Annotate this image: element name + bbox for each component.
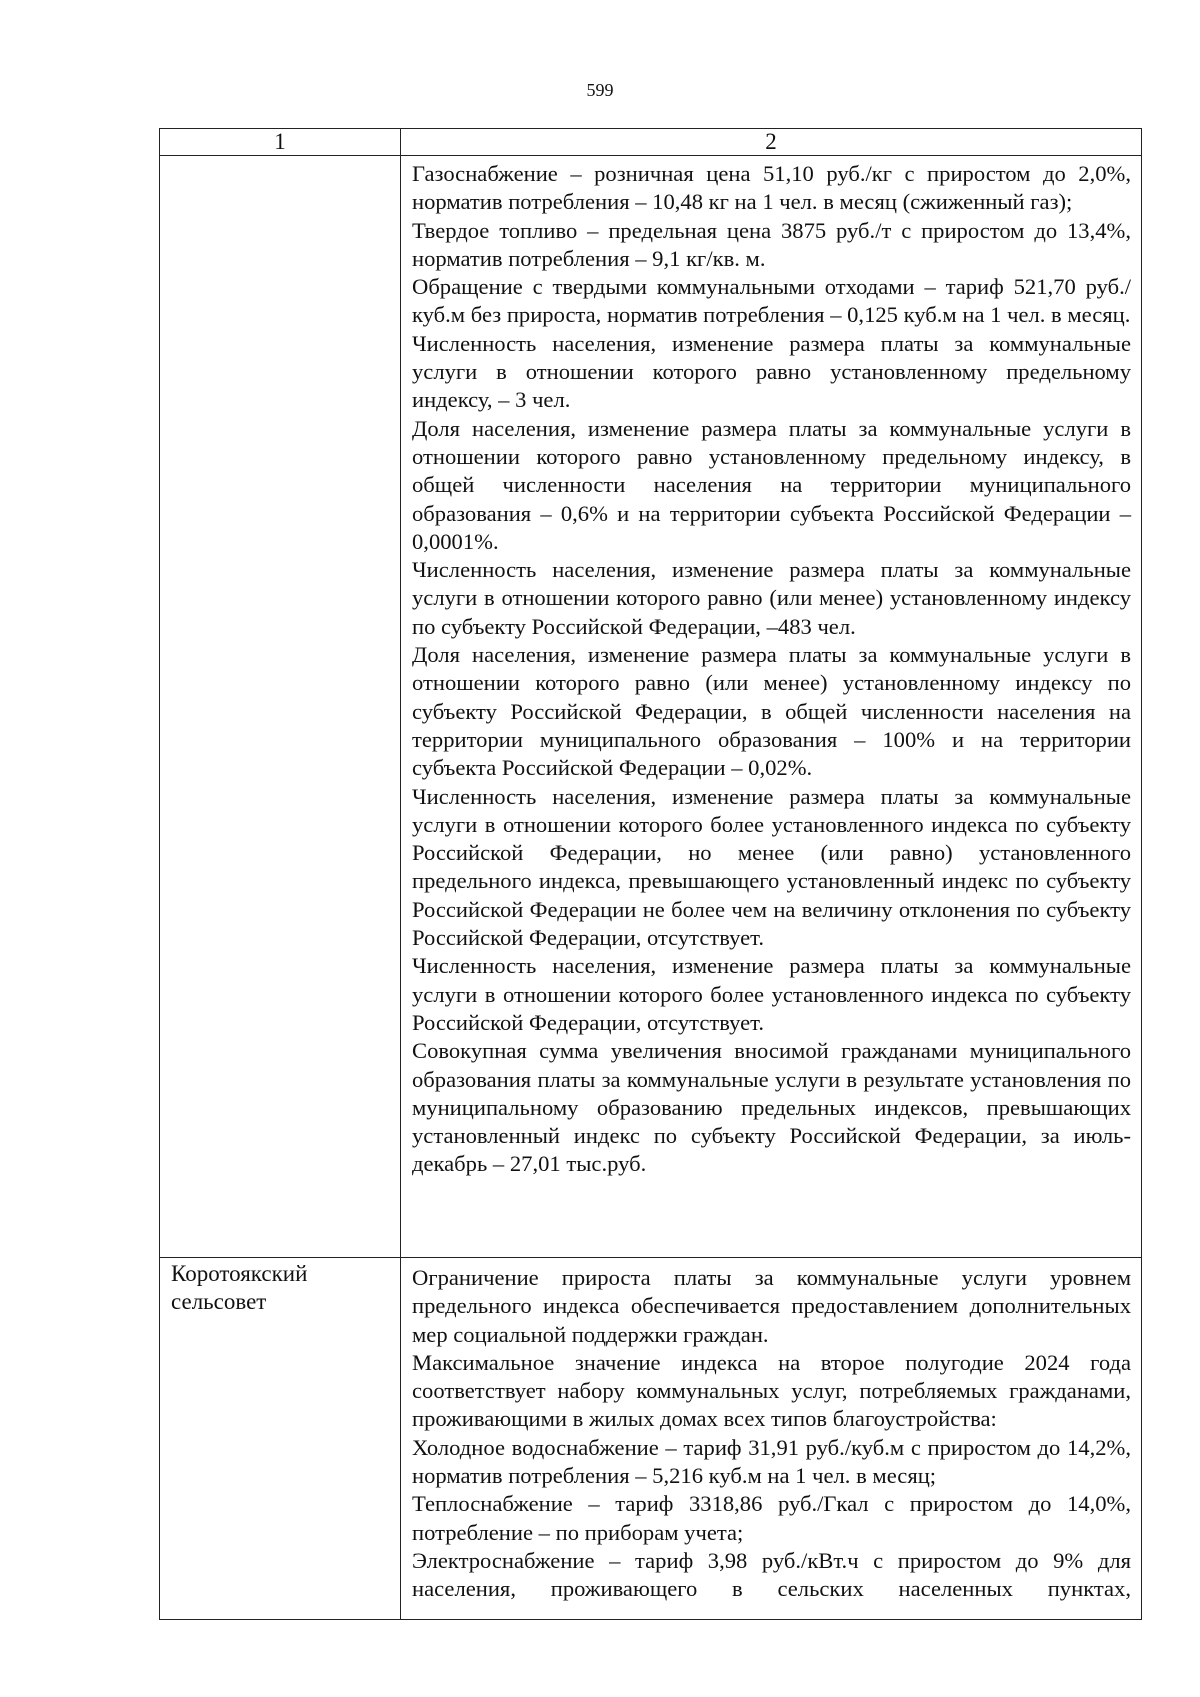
population-above-index-paragraph: Численность населения, изменение размера платы за коммунальные услуги в отношении которого более установленного индекса по субъекту Российской Федерации, отсутствует. bbox=[412, 953, 1131, 1035]
indicators-cell bbox=[401, 156, 1142, 1258]
population-above-index-within-deviation-paragraph: Численность населения, изменение размера платы за коммунальные услуги в отношении которого более установленного индекса по субъекту Российской Федерации, но менее (или равно) установленного предельного индекса, превышающего установленный индекс по субъекту Российской Федерации не более чем на величину отклонения по субъекту Российской Федерации, отсутствует. bbox=[412, 783, 1131, 951]
share-within-index-paragraph: Доля населения, изменение размера платы за коммунальные услуги в отношении которого равно (или менее) установленному индексу по субъекту Российской Федерации, в общей численности населения на территории муниципального образования – 100% и на территории субъекта Российской Федерации – 0,02%. bbox=[412, 642, 1131, 781]
municipality-cell: Коротоякский сельсовет bbox=[160, 1258, 401, 1620]
share-equal-limit-paragraph: Доля населения, изменение размера платы за коммунальные услуги в отношении которого равно установленному предельному индексу, в общей численности населения на территории муниципального образования – 0,6% и на территории субъекта Российской Федерации – 0,0001%. bbox=[412, 415, 1131, 554]
population-equal-limit-paragraph: Численность населения, изменение размера платы за коммунальные услуги в отношении которого равно установленному предельному индексу, – 3 чел. bbox=[412, 330, 1131, 413]
total-increase-amount-paragraph: Совокупная сумма увеличения вносимой гражданами муниципального образования платы за коммунальные услуги в результате установления по муниципальному образованию предельных индексов, превышающих установленный индекс по субъекту Российской Федерации, за июль-декабрь – 27,01 тыс.руб. bbox=[412, 1038, 1131, 1177]
max-index-paragraph: Максимальное значение индекса на второе полугодие 2024 года соответствует набору коммунальных услуг, потребляемых гражданами, проживающими в жилых домах всех типов благоустройства: bbox=[412, 1349, 1131, 1432]
gas-supply-paragraph: Газоснабжение – розничная цена 51,10 руб./кг с приростом до 2,0%, норматив потребления – 10,48 кг на 1 чел. в месяц (сжиженный газ); bbox=[412, 161, 1131, 215]
population-within-index-paragraph: Численность населения, изменение размера платы за коммунальные услуги в отношении которого равно (или менее) установленному индексу по субъекту Российской Федерации, –483 чел. bbox=[412, 557, 1131, 639]
tariff-table bbox=[159, 128, 1142, 1620]
table-row bbox=[160, 1258, 1142, 1620]
table-row bbox=[160, 156, 1142, 1258]
table-header-row bbox=[160, 129, 1142, 156]
municipality-cell bbox=[160, 156, 401, 1258]
indicators-cell bbox=[401, 1258, 1142, 1620]
column-header-2: 2 bbox=[401, 129, 1142, 156]
column-header-1: 1 bbox=[160, 129, 401, 156]
page-number: 599 bbox=[586, 80, 614, 100]
waste-management-paragraph: Обращение с твердыми коммунальными отходами – тариф 521,70 руб./куб.м без прироста, норматив потребления – 0,125 куб.м на 1 чел. в месяц. bbox=[412, 274, 1131, 328]
solid-fuel-paragraph: Твердое топливо – предельная цена 3875 руб./т с приростом до 13,4%, норматив потребления – 9,1 кг/кв. м. bbox=[412, 217, 1131, 271]
electricity-paragraph: Электроснабжение – тариф 3,98 руб./кВт.ч с приростом до 9% для населения, проживающего в сельских населенных пунктах, bbox=[412, 1547, 1131, 1602]
cold-water-paragraph: Холодное водоснабжение – тариф 31,91 руб./куб.м с приростом до 14,2%, норматив потребления – 5,216 куб.м на 1 чел. в месяц; bbox=[412, 1434, 1131, 1489]
heat-supply-paragraph: Теплоснабжение – тариф 3318,86 руб./Гкал с приростом до 14,0%, потребление – по приборам учета; bbox=[412, 1491, 1131, 1545]
growth-limit-paragraph: Ограничение прироста платы за коммунальные услуги уровнем предельного индекса обеспечивается предоставлением дополнительных мер социальной поддержки граждан. bbox=[412, 1265, 1131, 1347]
